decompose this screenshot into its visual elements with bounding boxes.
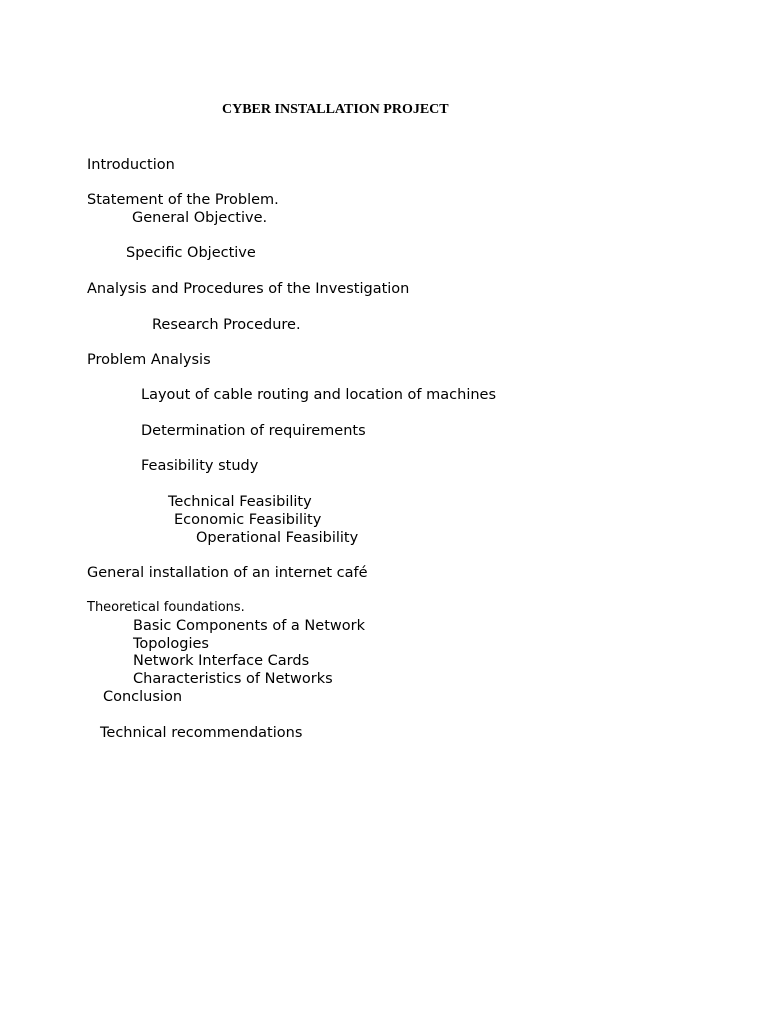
toc-line-conclusion: Conclusion (103, 689, 183, 705)
toc-line-determination-requirements: Determination of requirements (141, 423, 366, 439)
toc-line-economic-feasibility: Economic Feasibility (174, 512, 322, 528)
toc-line-technical-feasibility: Technical Feasibility (168, 494, 312, 510)
toc-line-introduction: Introduction (87, 157, 175, 173)
toc-line-statement-of-problem: Statement of the Problem. (87, 192, 279, 208)
toc-line-general-objective: General Objective. (132, 210, 268, 226)
toc-line-analysis-procedures: Analysis and Procedures of the Investigation (87, 281, 410, 297)
toc-line-research-procedure: Research Procedure. (152, 317, 301, 333)
toc-line-general-installation: General installation of an internet café (87, 565, 368, 581)
toc-line-problem-analysis: Problem Analysis (87, 352, 211, 368)
toc-line-characteristics-networks: Characteristics of Networks (133, 671, 333, 687)
document-title: CYBER INSTALLATION PROJECT (222, 102, 449, 117)
toc-line-topologies: Topologies (133, 636, 209, 652)
toc-line-technical-recommendations: Technical recommendations (100, 725, 303, 741)
toc-line-theoretical-foundations: Theoretical foundations. (87, 600, 245, 615)
toc-line-operational-feasibility: Operational Feasibility (196, 530, 359, 546)
toc-line-layout-cable-routing: Layout of cable routing and location of machines (141, 387, 497, 403)
toc-line-feasibility-study: Feasibility study (141, 458, 259, 474)
toc-line-specific-objective: Specific Objective (126, 245, 256, 261)
toc-line-network-interface-cards: Network Interface Cards (133, 653, 310, 669)
toc-line-basic-components: Basic Components of a Network (133, 618, 365, 634)
